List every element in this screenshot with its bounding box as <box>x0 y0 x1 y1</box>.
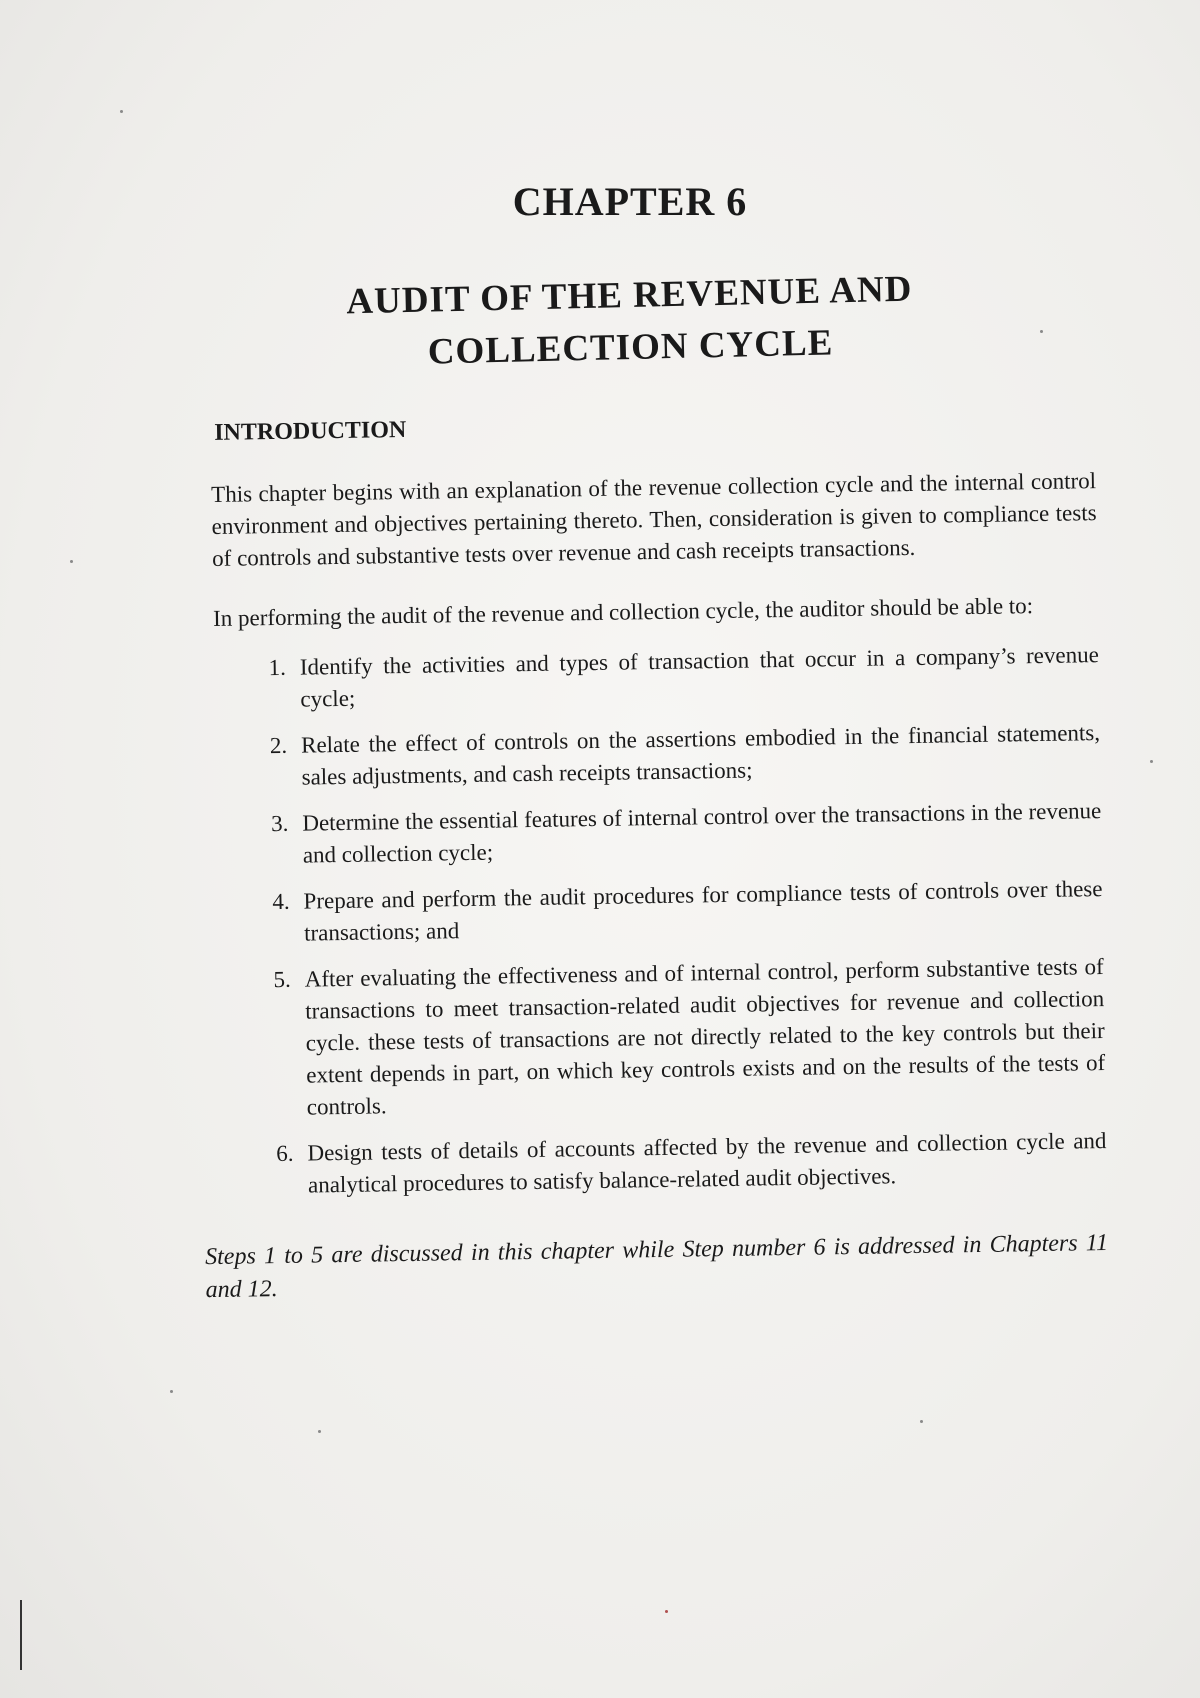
objective-number: 5. <box>273 966 291 993</box>
objective-item <box>219 951 1106 1125</box>
objective-text: Design tests of details of accounts affected by the revenue and collection cycle and analytical procedures to satisfy balance-related audit objectives. <box>307 1128 1107 1198</box>
objective-item <box>214 639 1100 717</box>
objective-text: Determine the essential features of internal control over the transactions in the revenue and collection cycle; <box>302 798 1102 868</box>
objective-number: 2. <box>269 732 288 759</box>
objective-number: 3. <box>270 810 289 837</box>
objective-number: 1. <box>268 654 287 681</box>
objectives-list <box>214 639 1108 1203</box>
steps-footnote: Steps 1 to 5 are discussed in this chapter while Step number 6 is addressed in Chapters 11 and 12. <box>204 1229 1109 1304</box>
objective-item <box>221 1125 1107 1203</box>
objective-number: 4. <box>272 888 290 915</box>
introduction-paragraph-1: This chapter begins with an explanation of the revenue collection cycle and the internal control environment and objectives pertaining thereto. Then, consideration is given to compliance tests of controls and substantive tests over revenue and cash receipts transactions. <box>210 468 1097 571</box>
objective-number: 6. <box>276 1140 294 1167</box>
objective-text: Relate the effect of controls on the assertions embodied in the financial statements, sales adjustments, and cash receipts transactions; <box>300 720 1101 790</box>
chapter-body <box>204 406 1109 1331</box>
chapter-title-line-1: AUDIT OF THE REVENUE AND <box>345 268 913 323</box>
objective-text: Identify the activities and types of transaction that occur in a company’s revenue cycle; <box>299 642 1099 712</box>
objective-text: After evaluating the effectiveness and of internal control, perform substantive tests of transactions to meet transaction-related audit objectives for revenue and collection cycle. these tests of transactions are not directly related to the key controls but their extent depends in part, on which key controls exists and on the results of the tests of controls. <box>304 954 1106 1120</box>
scan-speck <box>70 560 73 563</box>
introduction-paragraph-2: In performing the audit of the revenue and collection cycle, the auditor should be able to: <box>212 593 1034 631</box>
objective-item <box>217 873 1103 951</box>
scan-speck <box>1150 760 1153 763</box>
scan-speck <box>665 1610 668 1613</box>
introduction-heading: INTRODUCTION <box>213 416 407 446</box>
chapter-title-line-2: COLLECTION CYCLE <box>427 322 834 373</box>
chapter-title <box>0 256 1200 389</box>
scan-speck <box>120 110 123 113</box>
scan-edge-line <box>20 1600 22 1670</box>
objective-item <box>216 795 1102 873</box>
chapter-number: CHAPTER 6 <box>512 179 748 224</box>
scan-speck <box>920 1420 923 1423</box>
scan-speck <box>318 1430 321 1433</box>
objective-text: Prepare and perform the audit procedures for compliance tests of controls over these transactions; and <box>303 876 1103 946</box>
objective-item <box>215 717 1101 795</box>
scan-speck <box>170 1390 173 1393</box>
scan-speck <box>1040 330 1043 333</box>
